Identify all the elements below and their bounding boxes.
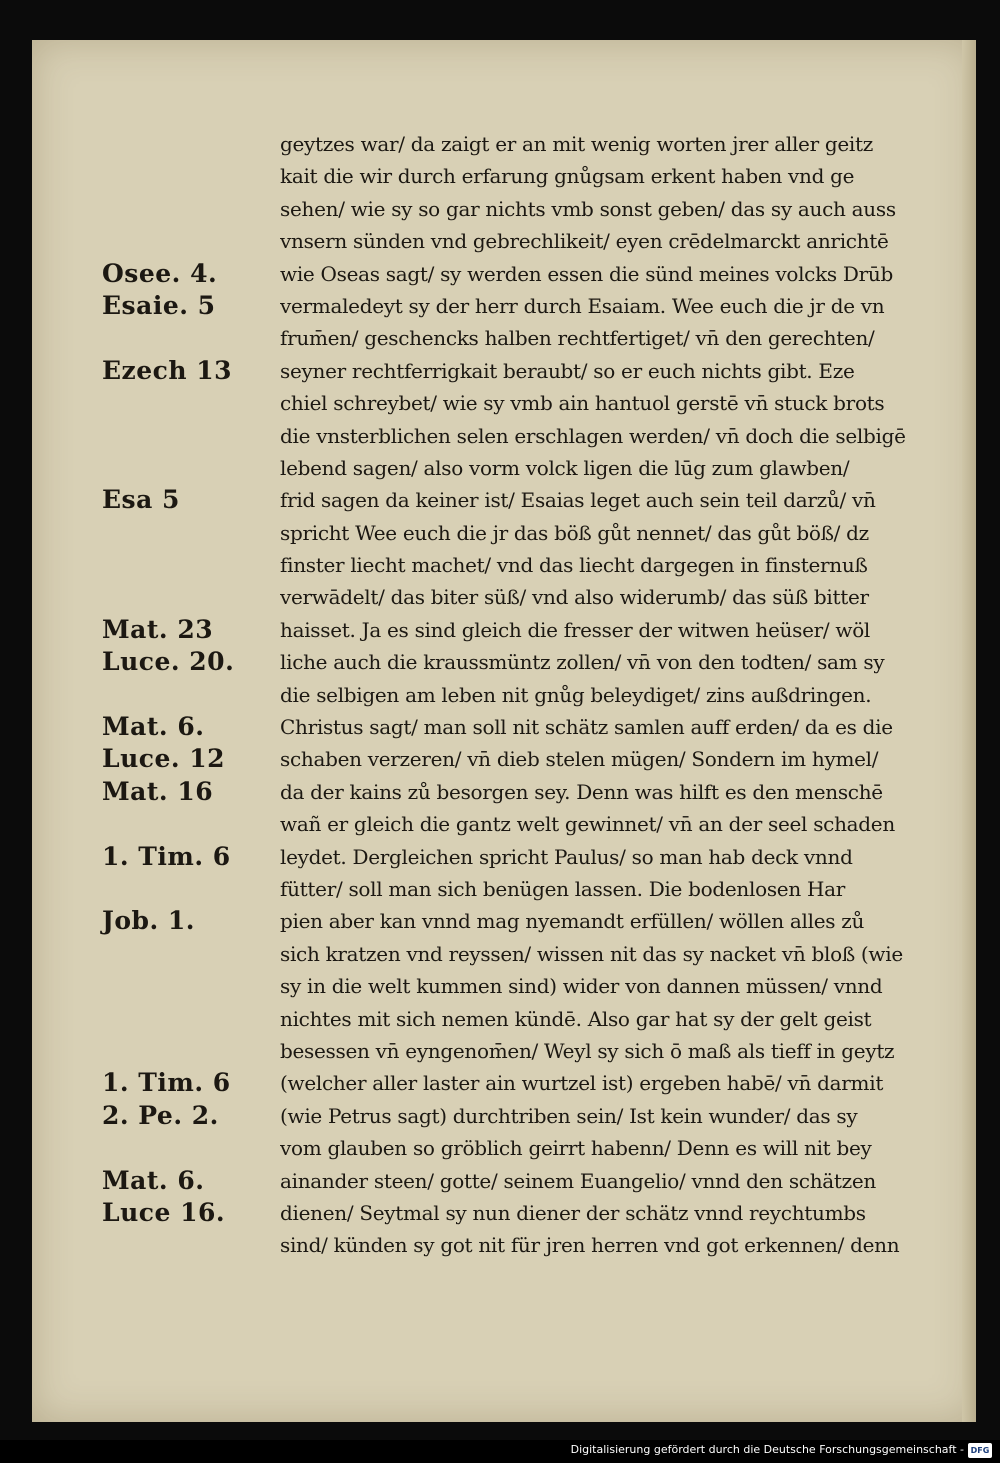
- text-line: [102, 420, 962, 452]
- text-line: [102, 646, 962, 678]
- text-line: [102, 517, 962, 549]
- line-text: geytzes war/ da zaigt er an mit wenig worten jrer aller geitz: [280, 132, 873, 156]
- line-text: schaben verzeren/ vn̄ dieb stelen mügen/ Sondern im hymel/: [280, 747, 879, 772]
- line-text: sy in die welt kummen sind) wider von dannen müssen/ vnnd: [280, 974, 883, 999]
- line-text: nichtes mit sich nemen kündē. Also gar hat sy der gelt geist: [280, 1006, 872, 1031]
- margin-reference: Esaie. 5: [102, 290, 216, 320]
- line-text: vom glauben so gröblich geirrt habenn/ Denn es will nit bey: [280, 1136, 872, 1161]
- text-line: [102, 873, 962, 905]
- margin-reference: Mat. 23: [102, 614, 214, 644]
- text-line: [102, 1165, 962, 1197]
- line-text: verwādelt/ das biter süß/ vnd also widerumb/ das süß bitter: [280, 585, 869, 610]
- line-text: wañ er gleich die gantz welt gewinnet/ vn̄ an der seel schaden: [280, 812, 895, 837]
- text-line: [102, 1035, 962, 1067]
- text-line: [102, 484, 962, 516]
- line-text: spricht Wee euch die jr das böß gůt nennet/ das gůt böß/ dz: [280, 520, 869, 545]
- page-edge: [962, 40, 976, 1422]
- text-block: [102, 128, 962, 1262]
- text-line: [102, 905, 962, 937]
- line-text: leydet. Dergleichen spricht Paulus/ so man hab deck vnnd: [280, 844, 853, 869]
- margin-reference: Luce 16.: [102, 1197, 226, 1227]
- text-line: [102, 808, 962, 840]
- line-text: besessen vn̄ eyngenom̄en/ Weyl sy sich ō maß als tieff in geytz: [280, 1038, 895, 1063]
- margin-reference: Luce. 20.: [102, 647, 235, 677]
- margin-reference: Mat. 6.: [102, 1165, 205, 1195]
- text-line: [102, 322, 962, 354]
- margin-reference: Osee. 4.: [102, 258, 218, 288]
- book-page: [32, 40, 976, 1422]
- text-line: [102, 679, 962, 711]
- line-text: frum̄en/ geschencks halben rechtfertiget/ vn̄ den gerechten/: [280, 326, 875, 351]
- funding-credit: Digitalisierung gefördert durch die Deutsche Forschungsgemeinschaft -: [570, 1443, 964, 1456]
- margin-reference: Esa 5: [102, 485, 180, 515]
- line-text: sehen/ wie sy so gar nichts vmb sonst geben/ das sy auch auss: [280, 196, 896, 221]
- text-line: [102, 193, 962, 225]
- margin-reference: 1. Tim. 6: [102, 841, 231, 871]
- margin-reference: Job. 1.: [102, 906, 195, 936]
- text-line: [102, 743, 962, 775]
- text-line: [102, 841, 962, 873]
- margin-reference: Luce. 12: [102, 744, 226, 774]
- text-line: [102, 387, 962, 419]
- line-text: vermaledeyt sy der herr durch Esaiam. Wee euch die jr de vn: [280, 293, 885, 318]
- line-text: ainander steen/ gotte/ seinem Euangelio/ vnnd den schätzen: [280, 1168, 877, 1193]
- line-text: vnsern sünden vnd gebrechlikeit/ eyen crēdelmarckt anrichtē: [280, 229, 889, 254]
- line-text: kait die wir durch erfarung gnůgsam erkent haben vnd ge: [280, 164, 855, 189]
- text-line: [102, 128, 962, 160]
- line-text: frid sagen da keiner ist/ Esaias leget auch sein teil darzů/ vn̄: [280, 488, 876, 513]
- dfg-logo-icon: DFG: [968, 1443, 992, 1458]
- line-text: finster liecht machet/ vnd das liecht dargegen in finsternuß: [280, 553, 868, 578]
- text-line: [102, 1067, 962, 1099]
- text-line: [102, 614, 962, 646]
- text-line: [102, 549, 962, 581]
- line-text: liche auch die kraussmüntz zollen/ vn̄ von den todten/ sam sy: [280, 650, 885, 675]
- text-line: [102, 581, 962, 613]
- text-line: [102, 290, 962, 322]
- text-line: [102, 1003, 962, 1035]
- line-text: Christus sagt/ man soll nit schätz samlen auff erden/ da es die: [280, 715, 893, 740]
- line-text: die vnsterblichen selen erschlagen werden/ vn̄ doch die selbigē: [280, 423, 906, 448]
- line-text: wie Oseas sagt/ sy werden essen die sünd meines volcks Drūb: [280, 261, 893, 286]
- text-line: [102, 160, 962, 192]
- margin-reference: 2. Pe. 2.: [102, 1100, 219, 1130]
- line-text: lebend sagen/ also vorm volck ligen die lūg zum glawben/: [280, 455, 850, 480]
- line-text: (wie Petrus sagt) durchtriben sein/ Ist kein wunder/ das sy: [280, 1103, 858, 1128]
- text-line: [102, 258, 962, 290]
- line-text: seyner rechtferrigkait beraubt/ so er euch nichts gibt. Eze: [280, 358, 855, 383]
- line-text: (welcher aller laster ain wurtzel ist) ergeben habē/ vn̄ darmit: [280, 1071, 884, 1096]
- line-text: fütter/ soll man sich benügen lassen. Die bodenlosen Har: [280, 876, 845, 901]
- footer-bar: [0, 1440, 1000, 1463]
- line-text: chiel schreybet/ wie sy vmb ain hantuol gerstē vn̄ stuck brots: [280, 391, 885, 416]
- text-line: [102, 1132, 962, 1164]
- text-line: [102, 776, 962, 808]
- margin-reference: 1. Tim. 6: [102, 1068, 231, 1098]
- line-text: sich kratzen vnd reyssen/ wissen nit das sy nacket vn̄ bloß (wie: [280, 941, 903, 966]
- line-text: pien aber kan vnnd mag nyemandt erfüllen/ wöllen alles zů: [280, 909, 865, 934]
- text-line: [102, 1100, 962, 1132]
- line-text: da der kains zů besorgen sey. Denn was hilft es den menschē: [280, 779, 883, 804]
- text-line: [102, 452, 962, 484]
- margin-reference: Ezech 13: [102, 355, 233, 385]
- line-text: die selbigen am leben nit gnůg beleydiget/ zins außdringen.: [280, 682, 872, 707]
- margin-reference: Mat. 16: [102, 776, 214, 806]
- text-line: [102, 1197, 962, 1229]
- text-line: [102, 711, 962, 743]
- line-text: dienen/ Seytmal sy nun diener der schätz vnnd reychtumbs: [280, 1200, 866, 1225]
- line-text: haisset. Ja es sind gleich die fresser der witwen heüser/ wöl: [280, 617, 871, 642]
- text-line: [102, 970, 962, 1002]
- text-line: [102, 225, 962, 257]
- text-line: [102, 355, 962, 387]
- line-text: sind/ künden sy got nit für jren herren vnd got erkennen/ denn: [280, 1233, 900, 1258]
- text-line: [102, 938, 962, 970]
- text-line: [102, 1229, 962, 1261]
- margin-reference: Mat. 6.: [102, 712, 205, 742]
